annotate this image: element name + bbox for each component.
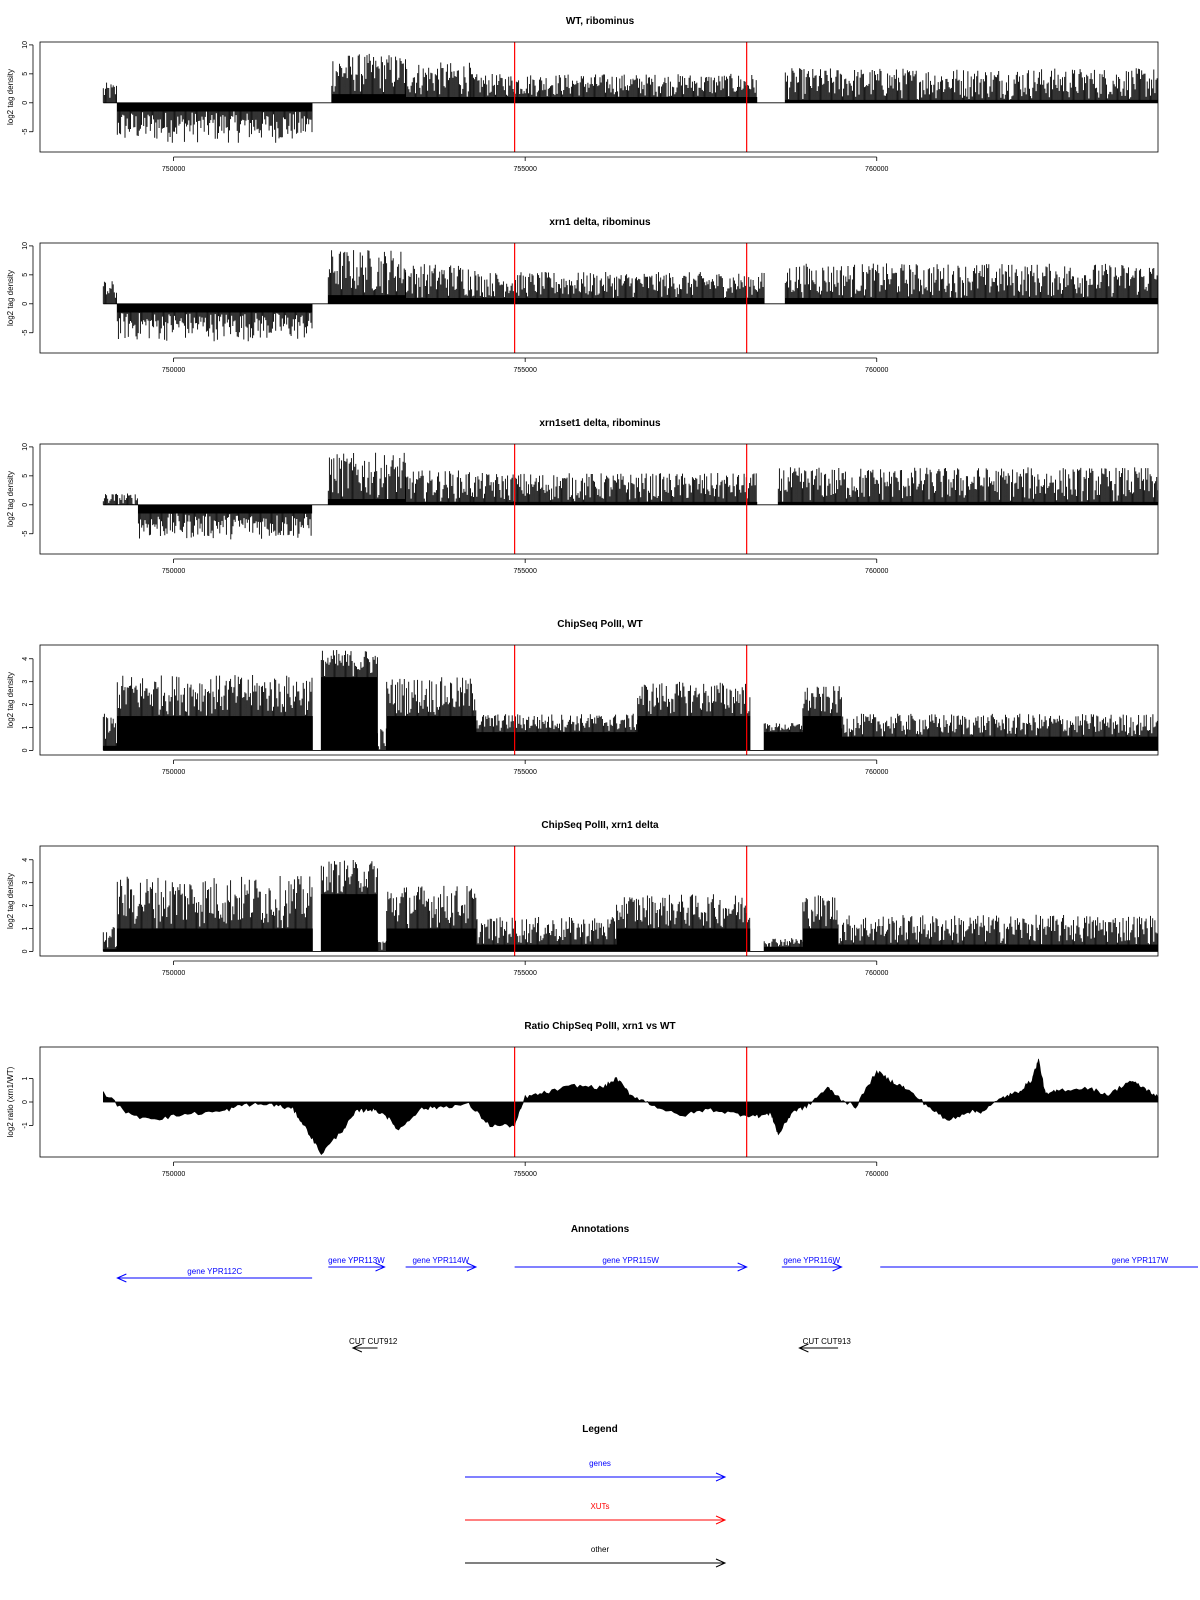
y-tick-label: 10 — [22, 442, 29, 451]
x-tick-label: 755000 — [513, 166, 537, 173]
legend-entry-other — [465, 1545, 725, 1567]
legend-label: other — [590, 1545, 610, 1554]
y-axis-label: log2 tag density — [6, 470, 15, 528]
data-marks — [103, 453, 1158, 540]
track-panel-pol2-wt — [6, 619, 1158, 776]
panel-title: xrn1 delta, ribominus — [549, 217, 651, 228]
track-panel-ratio — [6, 1021, 1158, 1178]
y-tick-label: 0 — [22, 949, 29, 954]
segment-5-bars — [785, 263, 1157, 303]
y-tick-label: 0 — [22, 748, 29, 753]
data-marks — [103, 250, 1158, 341]
data-marks — [103, 1059, 1158, 1155]
x-tick-label: 755000 — [513, 1171, 537, 1178]
legend-entry-xuts — [465, 1502, 725, 1524]
y-tick-label: 4 — [22, 656, 29, 661]
y-axis-label: log2 ratio (xrn1/WT) — [6, 1066, 15, 1138]
segment-6-bars — [638, 682, 750, 751]
gene-annotations — [117, 1256, 1198, 1282]
x-tick-label: 750000 — [161, 1171, 186, 1178]
x-tick-label: 760000 — [865, 166, 889, 173]
legend-title: Legend — [582, 1424, 618, 1435]
y-tick-label: 0 — [22, 301, 29, 306]
y-tick-label: 5 — [22, 71, 29, 76]
segment-2-bars — [328, 453, 405, 505]
y-tick-label: 4 — [22, 857, 29, 862]
segment-0-bars — [103, 927, 116, 951]
x-tick-label: 750000 — [161, 367, 186, 374]
segment-4-bars — [476, 272, 764, 304]
x-tick-label: 750000 — [161, 166, 186, 173]
track-panel-xrn1 — [6, 217, 1158, 374]
gene-label: gene YPR117W — [1111, 1256, 1169, 1265]
x-tick-label: 750000 — [161, 568, 186, 575]
gene-label: gene YPR114W — [412, 1256, 470, 1265]
y-tick-label: 3 — [22, 679, 29, 684]
data-marks — [103, 54, 1158, 143]
x-tick-label: 760000 — [865, 769, 889, 776]
cut-label: CUT CUT912 — [349, 1337, 398, 1346]
track-panel-wt — [6, 16, 1158, 173]
x-tick-label: 760000 — [865, 568, 889, 575]
segment-3-bars — [406, 471, 472, 505]
panel-title: Ratio ChipSeq PolII, xrn1 vs WT — [524, 1021, 676, 1032]
gene-label: gene YPR113W — [328, 1256, 385, 1265]
y-tick-label: -1 — [22, 1122, 29, 1129]
track-panels — [6, 16, 1158, 1178]
y-tick-label: 3 — [22, 880, 29, 885]
cut-annotations — [349, 1337, 851, 1352]
x-tick-label: 750000 — [161, 769, 186, 776]
legend-label: XUTs — [590, 1502, 610, 1511]
panel-title: ChipSeq PolII, WT — [557, 619, 643, 630]
annotations-section — [117, 1224, 1198, 1352]
legend — [465, 1424, 725, 1567]
gene-label: gene YPR116W — [783, 1256, 841, 1265]
legend-entries — [465, 1459, 725, 1567]
track-panel-xrn1set1 — [6, 418, 1158, 575]
y-tick-label: 0 — [22, 1100, 29, 1104]
panel-title: xrn1set1 delta, ribominus — [539, 418, 661, 429]
y-tick-label: 1 — [22, 1076, 29, 1081]
y-axis-label: log2 tag density — [6, 872, 15, 930]
y-tick-label: 0 — [22, 100, 29, 105]
y-tick-label: 2 — [22, 903, 29, 908]
data-marks — [103, 650, 1158, 750]
y-tick-label: -5 — [22, 530, 29, 537]
y-tick-label: 0 — [22, 502, 29, 507]
y-tick-label: -5 — [22, 329, 29, 336]
segment-3-bars — [378, 729, 387, 751]
track-panel-pol2-xrn1 — [6, 820, 1158, 977]
segment-0-bars — [103, 494, 137, 505]
gene-label: gene YPR112C — [187, 1267, 243, 1276]
legend-entry-genes — [465, 1459, 725, 1481]
x-tick-label: 755000 — [513, 568, 537, 575]
x-tick-label: 760000 — [865, 1171, 889, 1178]
y-tick-label: -5 — [22, 128, 29, 135]
y-tick-label: 1 — [22, 725, 29, 730]
segment-5-bars — [785, 68, 1157, 103]
y-tick-label: 1 — [22, 926, 29, 931]
y-tick-label: 2 — [22, 702, 29, 707]
y-tick-label: 5 — [22, 473, 29, 478]
y-tick-label: 10 — [22, 241, 29, 250]
x-tick-label: 750000 — [161, 970, 186, 977]
segment-0-bars — [103, 714, 116, 751]
segment-3-bars — [406, 63, 472, 103]
segment-3-bars — [406, 264, 475, 304]
panel-title: WT, ribominus — [565, 16, 635, 27]
y-axis-label: log2 tag density — [6, 68, 15, 126]
legend-arrow — [465, 1559, 725, 1567]
y-axis-label: log2 tag density — [6, 269, 15, 327]
x-tick-label: 760000 — [865, 970, 889, 977]
y-axis-label: log2 tag density — [6, 671, 15, 729]
x-tick-label: 760000 — [865, 367, 889, 374]
ratio-area — [103, 1059, 1158, 1155]
segment-0-bars — [103, 281, 116, 304]
x-tick-label: 755000 — [513, 970, 537, 977]
x-tick-label: 755000 — [513, 367, 537, 374]
data-marks — [103, 860, 1158, 951]
legend-arrow — [465, 1473, 725, 1481]
segment-0-bars — [103, 83, 116, 103]
x-tick-label: 755000 — [513, 769, 537, 776]
cut-label: CUT CUT913 — [802, 1337, 851, 1346]
y-tick-label: 5 — [22, 272, 29, 277]
gene-label: gene YPR115W — [602, 1256, 659, 1265]
y-tick-label: 10 — [22, 40, 29, 49]
segment-3-bars — [378, 940, 387, 951]
legend-label: genes — [589, 1459, 611, 1468]
annotations-title: Annotations — [570, 1224, 630, 1235]
segment-5-bars — [778, 467, 1158, 505]
legend-arrow — [465, 1516, 725, 1524]
panel-title: ChipSeq PolII, xrn1 delta — [541, 820, 659, 831]
